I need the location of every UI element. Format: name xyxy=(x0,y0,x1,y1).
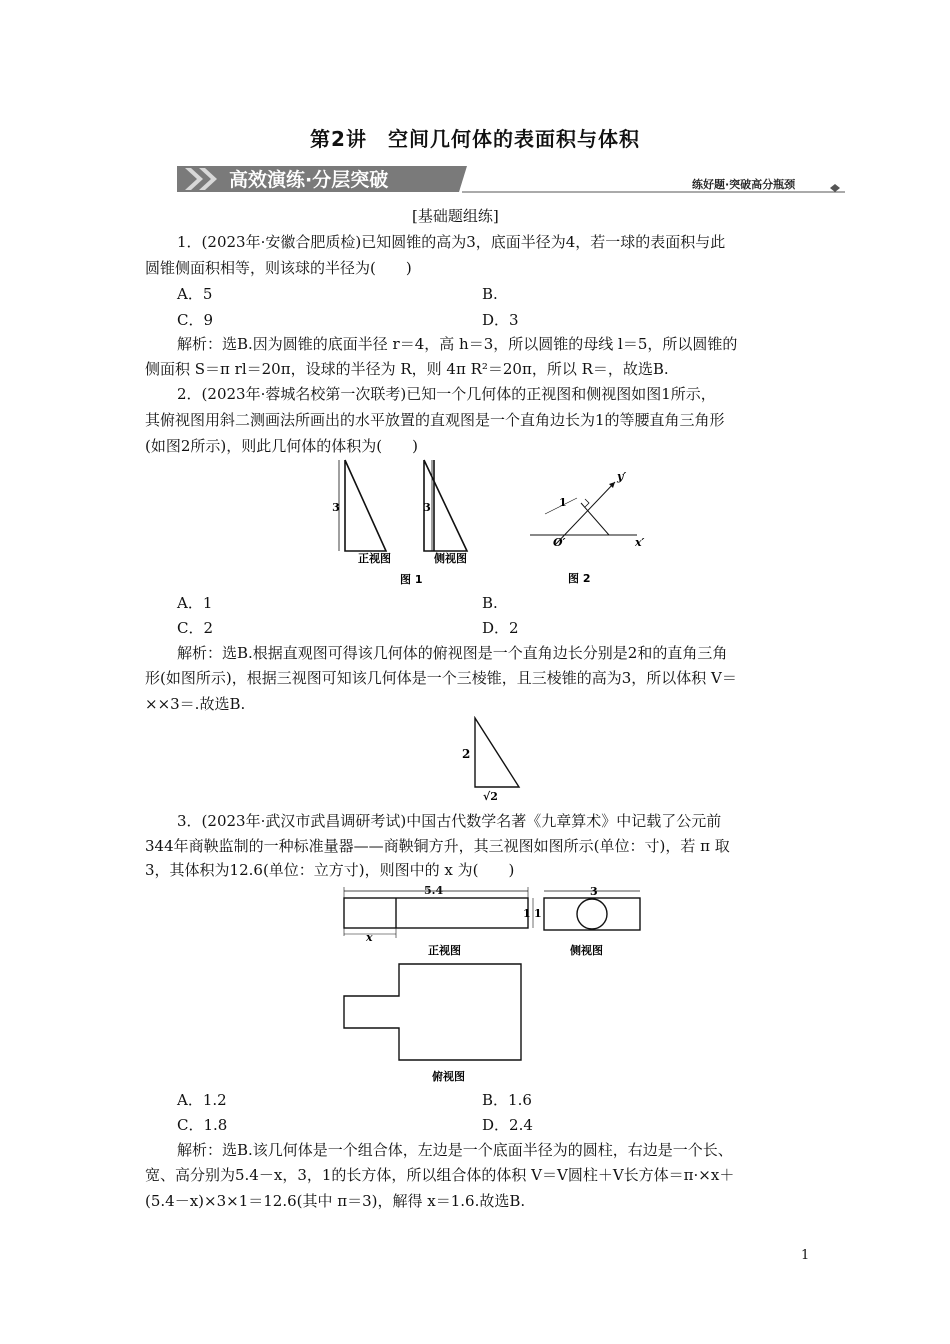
q3-option-d: D．2.4 xyxy=(482,1116,533,1134)
fig2-caption: 图 2 xyxy=(568,572,591,585)
banner-slogan: 练好题·突破高分瓶颈 xyxy=(692,178,796,191)
q2-option-a: A．1 xyxy=(177,594,213,612)
q3-top-label: 俯视图 xyxy=(432,1070,465,1083)
section-label: [基础题组练] xyxy=(412,207,499,225)
q3-figure xyxy=(340,884,650,1089)
page-title: 第2讲 空间几何体的表面积与体积 xyxy=(310,127,640,151)
q3-stem-line3: 3，其体积为12.6(单位：立方寸)，则图中的 x 为( ) xyxy=(145,861,515,879)
q3-solution-line2: 宽、高分别为5.4－x，3，1的长方体，所以组合体的体积 V＝V圆柱＋V长方体＝π·×x＋ xyxy=(145,1166,735,1184)
q3-side-label: 侧视图 xyxy=(570,944,603,957)
q2-figure-2 xyxy=(525,470,665,590)
q1-option-d: D．3 xyxy=(482,311,519,329)
q3-option-b: B．1.6 xyxy=(482,1091,532,1109)
q2-figure-3 xyxy=(455,716,525,802)
q3-option-c: C．1.8 xyxy=(177,1116,228,1134)
page-number: 1 xyxy=(801,1248,810,1263)
q3-width-label: 3 xyxy=(590,885,598,898)
q1-solution-line1: 解析：选B.因为圆锥的底面半径 r＝4，高 h＝3，所以圆锥的母线 l＝5，所以圆锥的 xyxy=(177,335,738,353)
fig1-caption: 图 1 xyxy=(400,573,423,586)
q2-stem-line2: 其俯视图用斜二测画法所画出的水平放置的直观图是一个直角边长为1的等腰直角三角形 xyxy=(145,411,725,429)
banner-label: 高效演练·分层突破 xyxy=(229,169,389,191)
q3-stem-line2: 344年商鞅监制的一种标准量器——商鞅铜方升，其三视图如图所示(单位：寸)，若 π 取 xyxy=(145,837,730,855)
fig3-horizontal-leg: √2 xyxy=(483,790,498,802)
q3-h2: 1 xyxy=(534,907,542,920)
fig2-origin: O′ xyxy=(553,536,566,549)
q3-x-label: x xyxy=(366,931,373,944)
q3-stem-line1: 3．(2023年·武汉市武昌调研考试)中国古代数学名著《九章算术》中记载了公元前 xyxy=(177,812,722,830)
fig2-x-axis: x′ xyxy=(635,536,645,549)
q1-option-b: B. xyxy=(482,285,498,303)
q1-stem-line1: 1．(2023年·安徽合肥质检)已知圆锥的高为3，底面半径为4，若一球的表面积与此 xyxy=(177,233,726,251)
q2-solution-line2: 形(如图所示)，根据三视图可知该几何体是一个三棱锥，且三棱锥的高为3，所以体积 V＝ xyxy=(145,669,737,687)
q2-option-b: B. xyxy=(482,594,498,612)
q2-solution-line1: 解析：选B.根据直观图可得该几何体的俯视图是一个直角边长分别是2和的直角三角 xyxy=(177,644,728,662)
q2-option-d: D．2 xyxy=(482,619,519,637)
section-banner xyxy=(177,164,845,194)
q2-figure-1 xyxy=(330,455,500,590)
fig2-y-axis: y′ xyxy=(617,470,627,483)
q3-solution-line3: (5.4－x)×3×1＝12.6(其中 π＝3)，解得 x＝1.6.故选B. xyxy=(145,1192,526,1210)
q1-option-a: A．5 xyxy=(177,285,213,303)
fig3-vertical-leg: 2 xyxy=(462,747,471,761)
q3-solution-line1: 解析：选B.该几何体是一个组合体，左边是一个底面半径为的圆柱，右边是一个长、 xyxy=(177,1141,733,1159)
q3-option-a: A．1.2 xyxy=(177,1091,227,1109)
fig1-side-label: 侧视图 xyxy=(434,552,467,565)
q1-option-c: C．9 xyxy=(177,311,214,329)
fig1-front-height: 3 xyxy=(332,501,340,514)
q3-front-label: 正视图 xyxy=(428,944,461,957)
q2-option-c: C．2 xyxy=(177,619,214,637)
q3-length-label: 5.4 xyxy=(424,884,444,897)
q2-stem-line1: 2．(2023年·蓉城名校第一次联考)已知一个几何体的正视图和侧视图如图1所示， xyxy=(177,385,716,403)
q1-stem-line2: 圆锥侧面积相等，则该球的半径为( ) xyxy=(145,259,412,277)
fig1-side-height: 3 xyxy=(423,501,431,514)
q1-solution-line2: 侧面积 S＝π rl＝20π，设球的半径为 R，则 4π R²＝20π，所以 R＝，故选B. xyxy=(145,360,669,378)
fig1-front-label: 正视图 xyxy=(358,552,391,565)
q3-h1: 1 xyxy=(523,907,531,920)
fig2-leg: 1 xyxy=(559,496,567,509)
q2-stem-line3: (如图2所示)，则此几何体的体积为( ) xyxy=(145,437,418,455)
q2-solution-line3: ××3＝.故选B. xyxy=(145,695,246,713)
